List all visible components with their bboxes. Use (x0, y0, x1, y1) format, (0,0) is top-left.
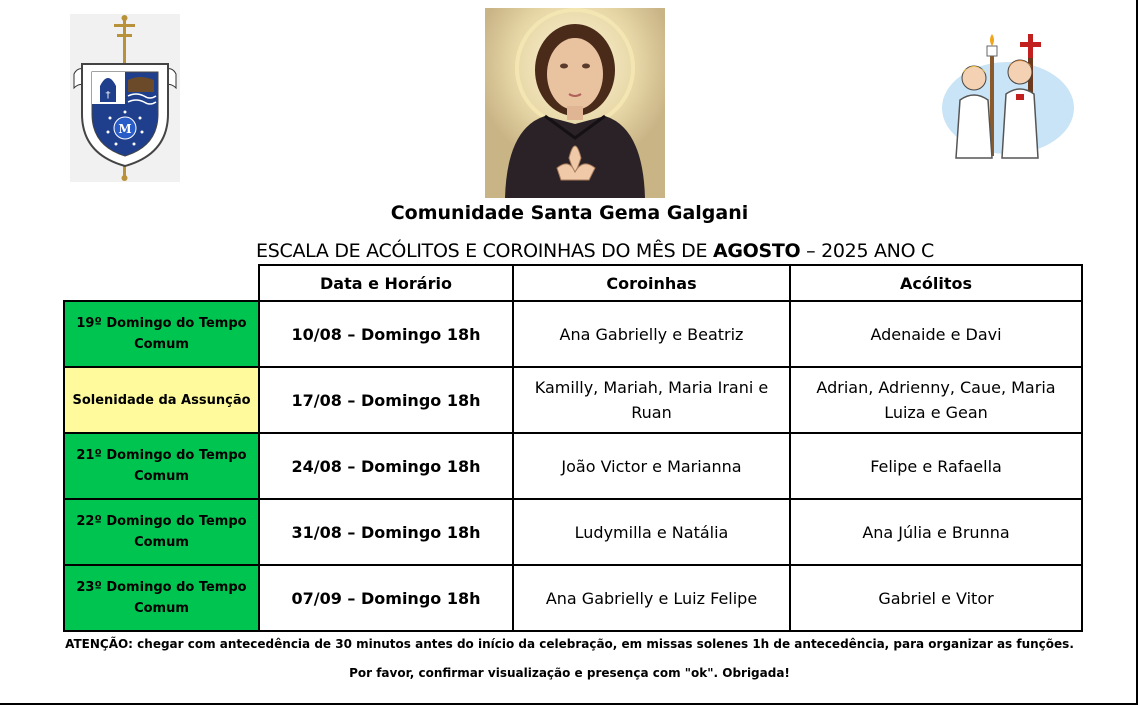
saint-gemma-portrait (485, 8, 665, 198)
celebration-cell: 22º Domingo do Tempo Comum (64, 499, 259, 565)
page-border-right (1136, 0, 1138, 704)
celebration-cell: Solenidade da Assunção (64, 367, 259, 433)
column-header-coroinhas: Coroinhas (513, 265, 790, 301)
attention-note: ATENÇÃO: chegar com antecedência de 30 minutos antes do início da celebração, em missas solenes 1h de antecedência, para organizar as funções. (65, 637, 1074, 651)
table-header-row (64, 265, 1082, 301)
svg-text:†: † (105, 90, 111, 101)
date-cell: 10/08 – Domingo 18h (259, 301, 513, 367)
table-row (64, 565, 1082, 631)
coroinhas-cell: Ana Gabrielly e Beatriz (513, 301, 790, 367)
acolitos-cell: Adenaide e Davi (790, 301, 1082, 367)
celebration-cell: 23º Domingo do Tempo Comum (64, 565, 259, 631)
schedule-month: AGOSTO (712, 240, 801, 262)
celebration-cell: 19º Domingo do Tempo Comum (64, 301, 259, 367)
coroinhas-cell: Kamilly, Mariah, Maria Irani e Ruan (513, 367, 790, 433)
community-name: Comunidade Santa Gema Galgani (390, 202, 749, 224)
table-row (64, 499, 1082, 565)
acolitos-cell: Felipe e Rafaella (790, 433, 1082, 499)
page-border-bottom (0, 703, 1138, 705)
date-cell: 17/08 – Domingo 18h (259, 367, 513, 433)
date-cell: 07/09 – Domingo 18h (259, 565, 513, 631)
schedule-table (63, 264, 1083, 632)
altar-servers-clipart (930, 28, 1080, 168)
coroinhas-cell: João Victor e Marianna (513, 433, 790, 499)
coroinhas-cell: Ludymilla e Natália (513, 499, 790, 565)
column-header-date: Data e Horário (259, 265, 513, 301)
acolitos-cell: Adrian, Adrienny, Caue, Maria Luiza e Gean (790, 367, 1082, 433)
acolitos-cell: Gabriel e Vitor (790, 565, 1082, 631)
table-row (64, 367, 1082, 433)
date-cell: 24/08 – Domingo 18h (259, 433, 513, 499)
column-header-acolitos: Acólitos (790, 265, 1082, 301)
coroinhas-cell: Ana Gabrielly e Luiz Felipe (513, 565, 790, 631)
table-row (64, 301, 1082, 367)
schedule-title-suffix: – 2025 ANO C (800, 240, 934, 262)
parish-crest-logo (70, 14, 180, 182)
svg-text:M: M (118, 122, 132, 136)
schedule-title-prefix: ESCALA DE ACÓLITOS E COROINHAS DO MÊS DE (256, 240, 713, 262)
confirmation-note: Por favor, confirmar visualização e presença com "ok". Obrigada! (349, 666, 790, 680)
acolitos-cell: Ana Júlia e Brunna (790, 499, 1082, 565)
celebration-cell: 21º Domingo do Tempo Comum (64, 433, 259, 499)
table-row (64, 433, 1082, 499)
header-blank-cell (64, 265, 259, 301)
date-cell: 31/08 – Domingo 18h (259, 499, 513, 565)
schedule-title (0, 240, 1139, 262)
